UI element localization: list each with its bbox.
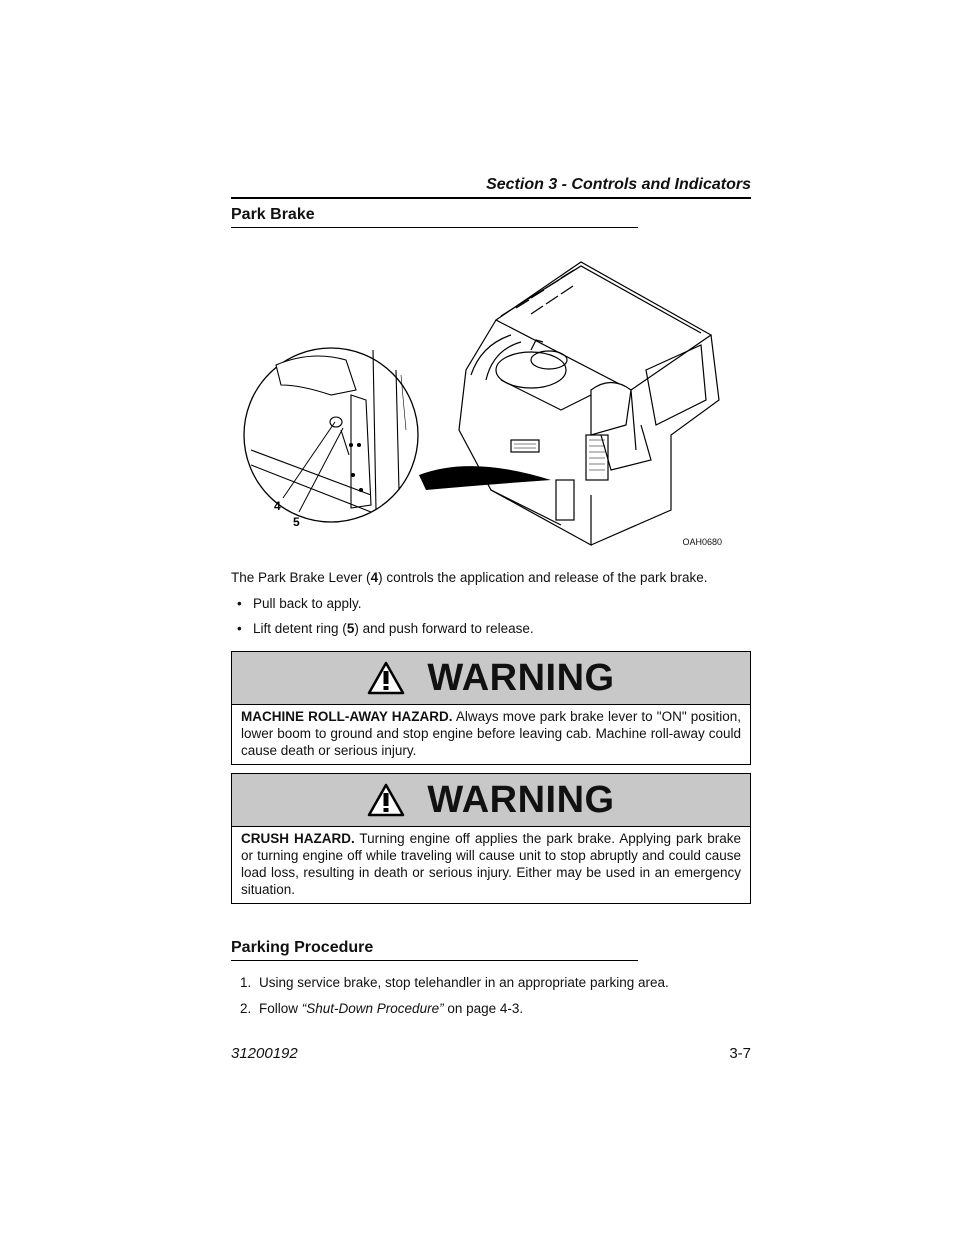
section-title: Section 3 - Controls and Indicators bbox=[231, 176, 751, 199]
park-brake-figure bbox=[231, 250, 751, 560]
bullet-item: • Lift detent ring (5) and push forward to release. bbox=[237, 621, 534, 636]
pointer-wedge bbox=[419, 466, 551, 490]
warning-header bbox=[232, 774, 750, 827]
page-header bbox=[231, 176, 751, 199]
procedure-step: 2. Follow “Shut-Down Procedure” on page 4-3. bbox=[240, 1001, 524, 1016]
warning-triangle-icon bbox=[367, 783, 405, 817]
shutdown-procedure-link[interactable]: “Shut-Down Procedure” bbox=[301, 1001, 444, 1016]
lever-ref: 4 bbox=[370, 570, 379, 585]
page-number: 3-7 bbox=[729, 1045, 751, 1062]
callout-5: 5 bbox=[293, 515, 300, 529]
warning-box-rollaway bbox=[231, 651, 751, 765]
warning-title: WARNING bbox=[427, 778, 615, 821]
doc-number: 31200192 bbox=[231, 1045, 298, 1062]
callout-4: 4 bbox=[274, 499, 281, 513]
warning-triangle-icon bbox=[367, 661, 405, 695]
bullet-item: • Pull back to apply. bbox=[237, 596, 362, 611]
warning-title: WARNING bbox=[427, 656, 615, 699]
warning-text: CRUSH HAZARD. Turning engine off applies the park brake. Applying park brake or turning engine off while traveling will cause unit to stop abruptly and could cause load loss, resulting in death or serious injury. Either may be used in an emergency situation. bbox=[241, 831, 741, 897]
cab-illustration bbox=[231, 250, 751, 560]
figure-code: OAH0680 bbox=[682, 537, 722, 547]
procedure-step: 1. Using service brake, stop telehandler in an appropriate parking area. bbox=[240, 975, 669, 990]
warning-header bbox=[232, 652, 750, 705]
warning-box-crush bbox=[231, 773, 751, 904]
park-brake-intro: The Park Brake Lever (4) controls the application and release of the park brake. bbox=[231, 570, 708, 585]
ring-ref: 5 bbox=[346, 621, 355, 636]
park-brake-heading: Park Brake bbox=[231, 206, 638, 228]
parking-procedure-heading: Parking Procedure bbox=[231, 939, 638, 961]
warning-text: MACHINE ROLL-AWAY HAZARD. Always move park brake lever to "ON" position, lower boom to ground and stop engine before leaving cab. Machine roll-away could cause death or serious injury. bbox=[241, 709, 741, 758]
